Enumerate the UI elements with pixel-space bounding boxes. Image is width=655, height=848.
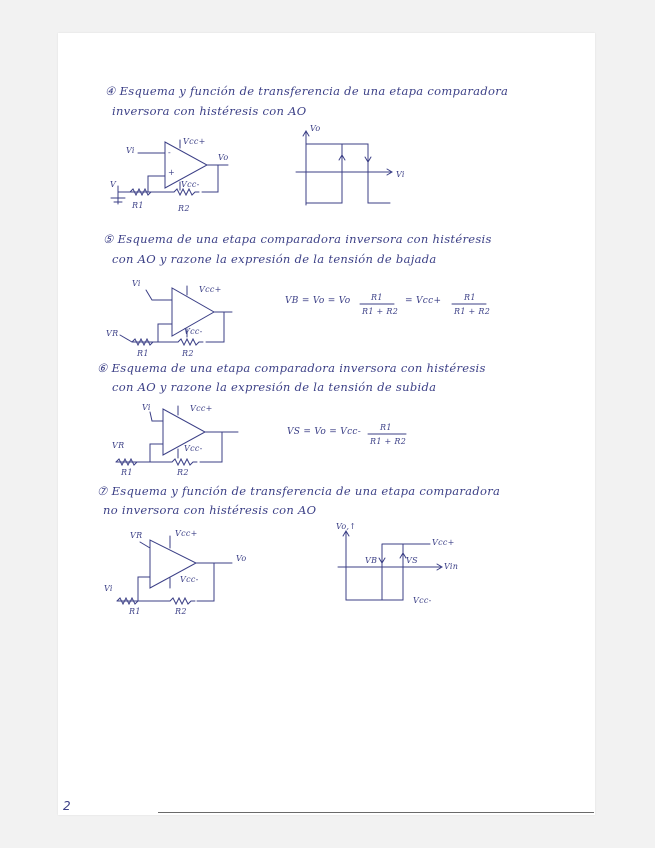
q6-label-vcc-plus: Vcc+ [190,404,213,413]
q4-label-minus: - [168,148,172,157]
q4-label-vcc-plus: Vcc+ [183,137,206,146]
q6-label-r2: R2 [177,468,189,477]
q7-wires [117,536,232,601]
q5-line2: con AO y razone la expresión de la tensión de bajada [112,252,437,266]
q4-label-v: V [110,180,117,189]
q5-label-vr: VR [106,329,119,338]
q6-circuit [116,406,238,465]
q7-y-axis [343,531,349,600]
q7-graph-vcc-plus: Vcc+ [432,538,455,547]
q5-label-vcc-plus: Vcc+ [199,285,222,294]
q7-graph-x-label: Vin [444,562,459,571]
q5-label-r2: R2 [182,349,194,358]
q7-label-vcc-plus: Vcc+ [175,529,198,538]
q4-graph-y-label: Vo [310,124,321,133]
q7-label-r1: R1 [129,607,141,616]
q6-label-vcc-minus: Vcc- [184,444,203,453]
q5-frac2-den: R1 + R2 [454,307,491,316]
q5-equation-mid: = Vcc+ [405,296,442,306]
q7-graph-vcc-minus: Vcc- [413,596,432,605]
q5-line1: ⑤ Esquema de una etapa comparadora inversora con histéresis [103,232,492,246]
q6-line1: ⑥ Esquema de una etapa comparadora inversora con histéresis [97,361,486,375]
q7-line1: ⑦ Esquema y función de transferencia de una etapa comparadora [97,484,501,498]
q7-label-vi: Vi [104,584,113,593]
q7-transfer-graph [338,531,442,600]
q4-label-plus: + [168,168,176,177]
q6-wires [116,406,238,462]
q5-circuit [120,286,232,345]
q5-label-r1: R1 [137,349,149,358]
q6-frac-num: R1 [380,423,392,432]
q5-label-vcc-minus: Vcc- [184,327,203,336]
q7-graph-vs: VS [406,556,418,565]
q4-line1: ④ Esquema y función de transferencia de una etapa comparadora [105,84,509,98]
page-number: 2 [63,799,71,813]
q6-label-r1: R1 [121,468,133,477]
q6-frac-den: R1 + R2 [370,437,407,446]
q7-circuit [117,536,232,604]
q4-label-r1: R1 [132,201,144,210]
q7-hysteresis-loop [346,544,430,600]
q7-x-axis [338,564,442,570]
q7-resistor-r2 [170,598,195,604]
q4-hysteresis-loop [306,144,390,203]
q7-label-vr: VR [130,531,143,540]
q5-frac1-num: R1 [371,293,383,302]
q7-label-vcc-minus: Vcc- [180,575,199,584]
q6-line2: con AO y razone la expresión de la tensión de subida [112,380,437,394]
q6-label-vr: VR [112,441,125,450]
q6-resistor-r2 [172,459,197,465]
q7-label-vo: Vo [236,554,247,563]
q6-equation-lhs: VS = Vo = Vcc- [287,427,362,437]
q6-label-vi: Vi [142,403,151,412]
q4-wires [130,140,228,192]
q4-graph-x-label: Vi [396,170,405,179]
q4-label-vcc-minus: Vcc- [181,180,200,189]
q5-resistor-r2 [178,339,203,345]
q7-label-r2: R2 [175,607,187,616]
q4-transfer-graph [296,131,392,205]
q4-line2: inversora con histéresis con AO [112,104,307,118]
q4-y-axis [303,131,309,205]
q7-graph-y-label: Vo,↑ [336,522,357,531]
q4-x-axis [296,169,392,175]
q5-frac2-num: R1 [464,293,476,302]
q7-line2: no inversora con histéresis con AO [103,503,317,517]
q5-frac1-den: R1 + R2 [362,307,399,316]
q4-resistor-r2 [174,189,199,195]
q5-label-vi: Vi [132,279,141,288]
q4-label-vo: Vo [218,153,229,162]
q7-graph-vb: VB [365,556,378,565]
q4-label-r2: R2 [178,204,190,213]
q4-label-vi: Vi [126,146,135,155]
q5-equation-lhs: VB = Vo = Vo [285,296,351,306]
